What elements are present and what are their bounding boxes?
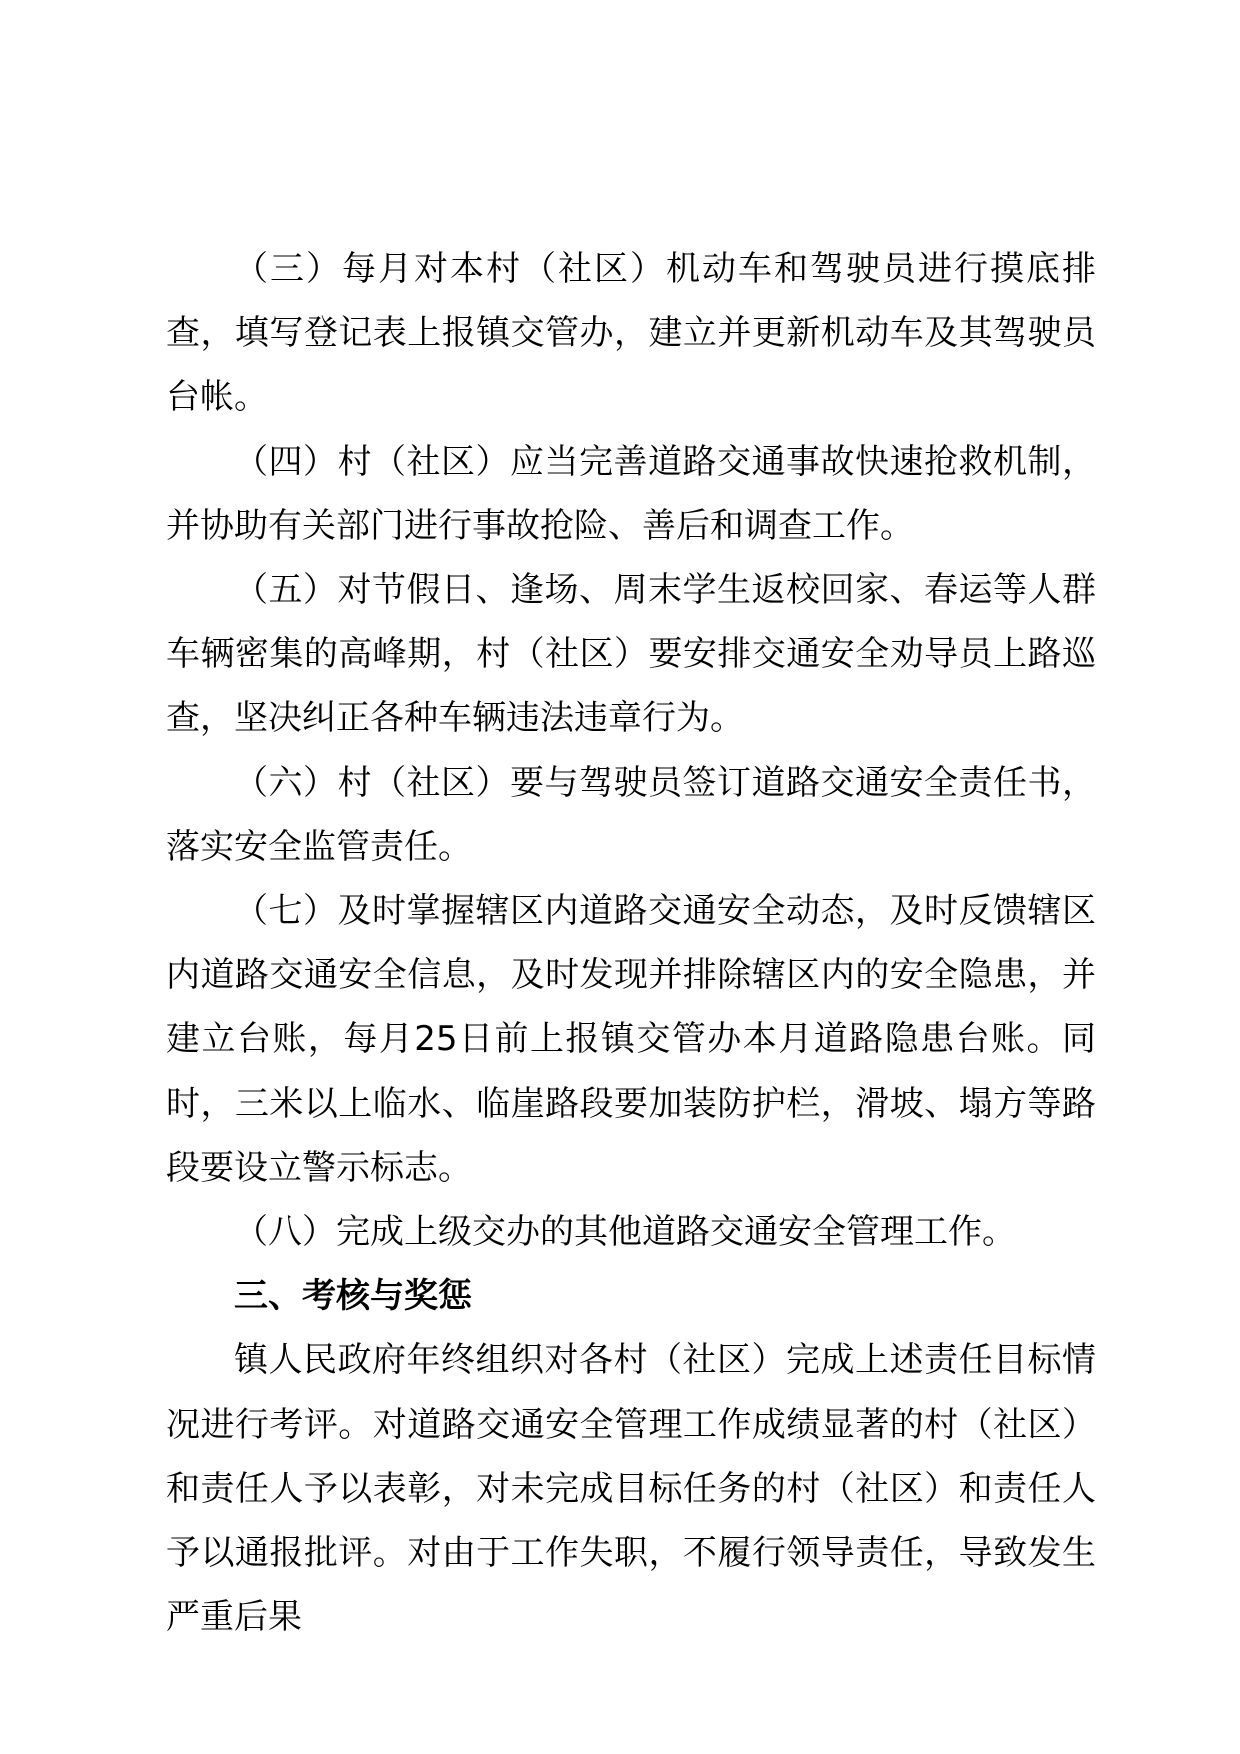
section-paragraph: 镇人民政府年终组织对各村（社区）完成上述责任目标情况进行考评。对道路交通安全管理工作成绩显著的村（社区）和责任人予以表彰，对未完成目标任务的村（社区）和责任人予以通报批评。对由于工作失职，不履行领导责任，导致发生严重后果 [166, 1340, 1096, 1638]
paragraph-item-5: （五）对节假日、逢场、周末学生返校回家、春运等人群车辆密集的高峰期，村（社区）要安排交通安全劝导员上路巡查，坚决纠正各种车辆违法违章行为。 [166, 570, 1096, 739]
paragraph-item-8: （八）完成上级交办的其他道路交通安全管理工作。 [234, 1212, 1016, 1253]
paragraph-item-6: （六）村（社区）要与驾驶员签订道路交通安全责任书，落实安全监管责任。 [166, 762, 1096, 867]
paragraph-item-4: （四）村（社区）应当完善道路交通事故快速抢救机制，并协助有关部门进行事故抢险、善后和调查工作。 [166, 441, 1096, 546]
document-body [166, 237, 1096, 1649]
paragraph-item-3: （三）每月对本村（社区）机动车和驾驶员进行摸底排查，填写登记表上报镇交管办，建立并更新机动车及其驾驶员台帐。 [166, 249, 1096, 418]
section-heading: 三、考核与奖惩 [234, 1276, 472, 1317]
paragraph-item-7: （七）及时掌握辖区内道路交通安全动态，及时反馈辖区内道路交通安全信息，及时发现并排除辖区内的安全隐患，并建立台账，每月25日前上报镇交管办本月道路隐患台账。同时，三米以上临水、临崖路段要加装防护栏，滑坡、塌方等路段要设立警示标志。 [166, 891, 1096, 1188]
